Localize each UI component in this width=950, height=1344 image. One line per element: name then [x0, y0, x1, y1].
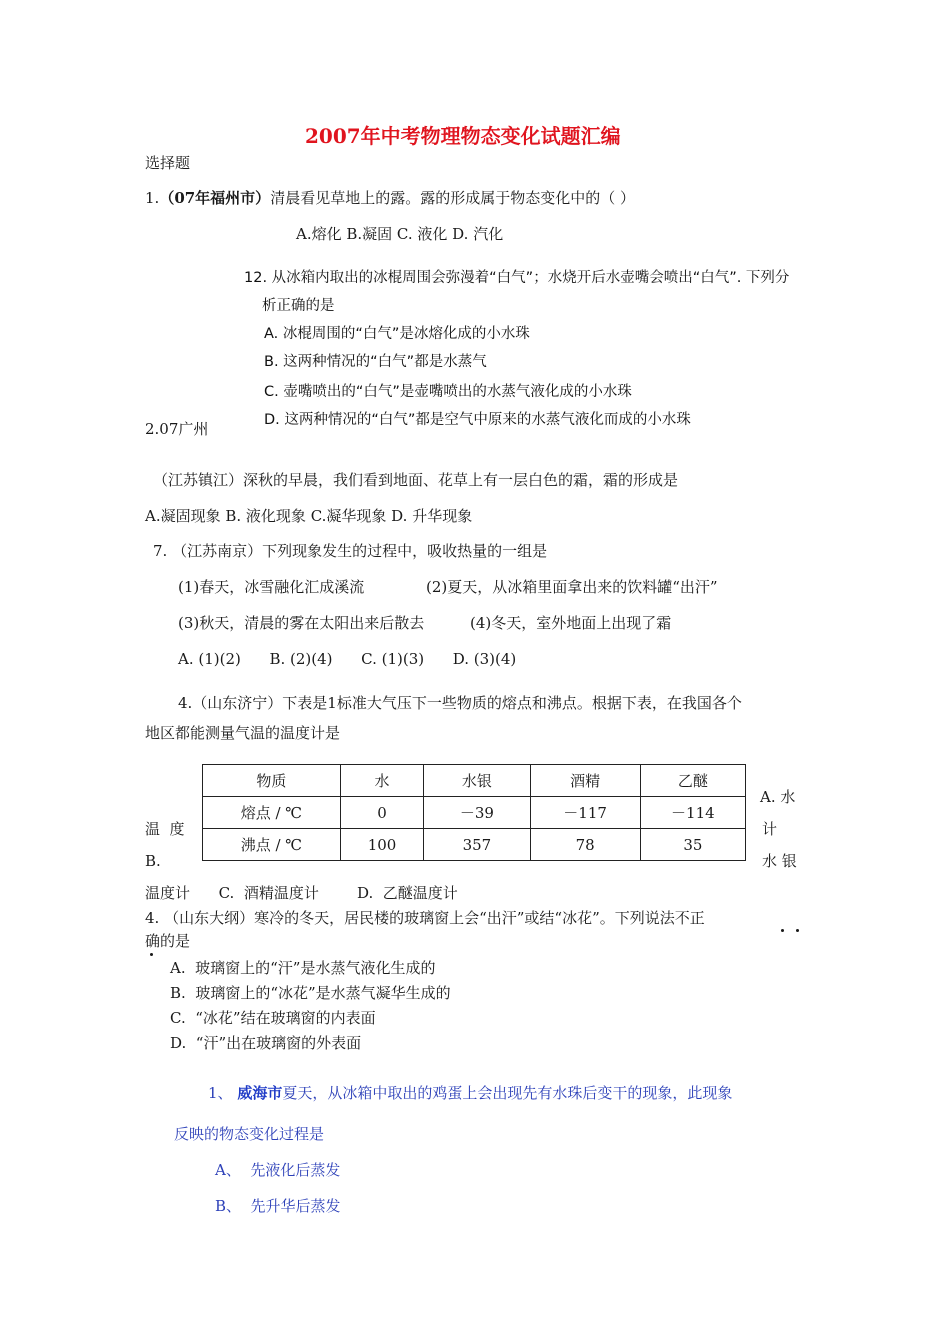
table-cell: 熔点 / ℃	[203, 797, 341, 829]
question-4a-options-tail: 温度计 C. 酒精温度计 D. 乙醚温度计	[145, 884, 458, 902]
question-4b-option-b: B. 玻璃窗上的“冰花”是水蒸气凝华生成的	[170, 984, 451, 1002]
weihai-question-number: 1、	[208, 1084, 233, 1102]
question-1-text: 清晨看见草地上的露。露的形成属于物态变化中的（ ）	[270, 189, 635, 207]
table-cell: 沸点 / ℃	[203, 829, 341, 861]
table-header-cell: 物质	[203, 765, 341, 797]
question-4b-line-2: 确的是	[145, 932, 191, 950]
table-header-cell: 水银	[424, 765, 530, 797]
question-7-item-3: (3)秋天，清晨的雾在太阳出来后散去	[178, 614, 425, 632]
table-header-cell: 乙醚	[640, 765, 745, 797]
question-7-item-4: (4)冬天，室外地面上出现了霜	[470, 614, 672, 632]
question-3-options: A.凝固现象 B. 液化现象 C.凝华现象 D. 升华现象	[145, 507, 473, 525]
weihai-option-a: A、 先液化后蒸发	[215, 1161, 341, 1179]
emphasis-dot	[796, 929, 799, 932]
question-7-options: A. (1)(2) B. (2)(4) C. (1)(3) D. (3)(4)	[178, 650, 517, 668]
weihai-question-text: 夏天，从冰箱中取出的鸡蛋上会出现先有水珠后变干的现象，此现象	[282, 1084, 733, 1102]
table-header-cell: 水	[340, 765, 423, 797]
weihai-question-line-2: 反映的物态变化过程是	[174, 1125, 325, 1143]
question-4b-option-a: A. 玻璃窗上的“汗”是水蒸气液化生成的	[170, 959, 436, 977]
section-heading: 选择题	[145, 154, 191, 172]
weihai-option-b: B、 先升华后蒸发	[215, 1197, 341, 1215]
table-header-cell: 酒精	[530, 765, 640, 797]
table-cell: 78	[530, 829, 640, 861]
scan-line-2: 析正确的是	[262, 298, 335, 314]
melting-boiling-table	[202, 764, 746, 861]
weihai-question-source: 威海市	[237, 1084, 283, 1102]
question-4a-option-a-part-1: A. 水	[760, 788, 796, 806]
table-cell: 35	[640, 829, 745, 861]
emphasis-dot	[150, 953, 153, 956]
scan-line-1: 12. 从冰箱内取出的冰棍周围会弥漫着“白气”；水烧开后水壶嘴会喷出“白气”. 下列分	[244, 270, 790, 286]
page-title: 2007年中考物理物态变化试题汇编	[305, 124, 621, 148]
question-7-text: 7. （江苏南京）下列现象发生的过程中，吸收热量的一组是	[153, 542, 548, 560]
question-4b-option-c: C. “冰花”结在玻璃窗的内表面	[170, 1009, 376, 1027]
scan-option-a: A. 冰棍周围的“白气”是冰熔化成的小水珠	[264, 326, 530, 342]
weihai-question-line-1	[208, 1082, 732, 1104]
table-cell: －117	[530, 797, 640, 829]
question-1	[145, 187, 635, 209]
question-1-number: 1.	[145, 189, 160, 207]
question-4b-line-1: 4. （山东大纲）寒冷的冬天，居民楼的玻璃窗上会“出汗”或结“冰花”。下列说法不正	[145, 909, 705, 927]
table-cell: 357	[424, 829, 530, 861]
question-7-item-1: (1)春天，冰雪融化汇成溪流	[178, 578, 365, 596]
table-cell: －114	[640, 797, 745, 829]
table-cell: －39	[424, 797, 530, 829]
table-cell: 100	[340, 829, 423, 861]
table-row	[203, 829, 746, 861]
scan-option-c: C. 壶嘴喷出的“白气”是壶嘴喷出的水蒸气液化成的小水珠	[264, 384, 632, 400]
question-3-text: （江苏镇江）深秋的早晨，我们看到地面、花草上有一层白色的霜，霜的形成是	[153, 471, 679, 489]
question-1-source: （07年福州市）	[159, 189, 271, 207]
question-4a-left-label: 温 度	[145, 820, 185, 838]
question-4a-option-a-part-2: 计	[762, 820, 778, 838]
question-4a-line-2: 地区都能测量气温的温度计是	[145, 724, 341, 742]
table-row	[203, 797, 746, 829]
question-4a-option-b-label: B.	[145, 852, 161, 870]
question-4a-option-b-right: 水 银	[762, 852, 797, 870]
question-7-item-2: (2)夏天，从冰箱里面拿出来的饮料罐“出汗”	[426, 578, 718, 596]
emphasis-dot	[781, 929, 784, 932]
scan-option-d: D. 这两种情况的“白气”都是空气中原来的水蒸气液化而成的小水珠	[264, 412, 691, 428]
table-header-row	[203, 765, 746, 797]
scanned-question-image	[238, 258, 790, 436]
table-cell: 0	[340, 797, 423, 829]
question-2-label: 2.07广州	[145, 420, 209, 438]
scan-option-b: B. 这两种情况的“白气”都是水蒸气	[264, 354, 487, 370]
question-4b-option-d: D. “汗”出在玻璃窗的外表面	[170, 1034, 362, 1052]
question-4a-line-1: 4.（山东济宁）下表是1标准大气压下一些物质的熔点和沸点。根据下表，在我国各个	[178, 694, 742, 712]
question-1-options: A.熔化 B.凝固 C. 液化 D. 汽化	[296, 225, 504, 243]
